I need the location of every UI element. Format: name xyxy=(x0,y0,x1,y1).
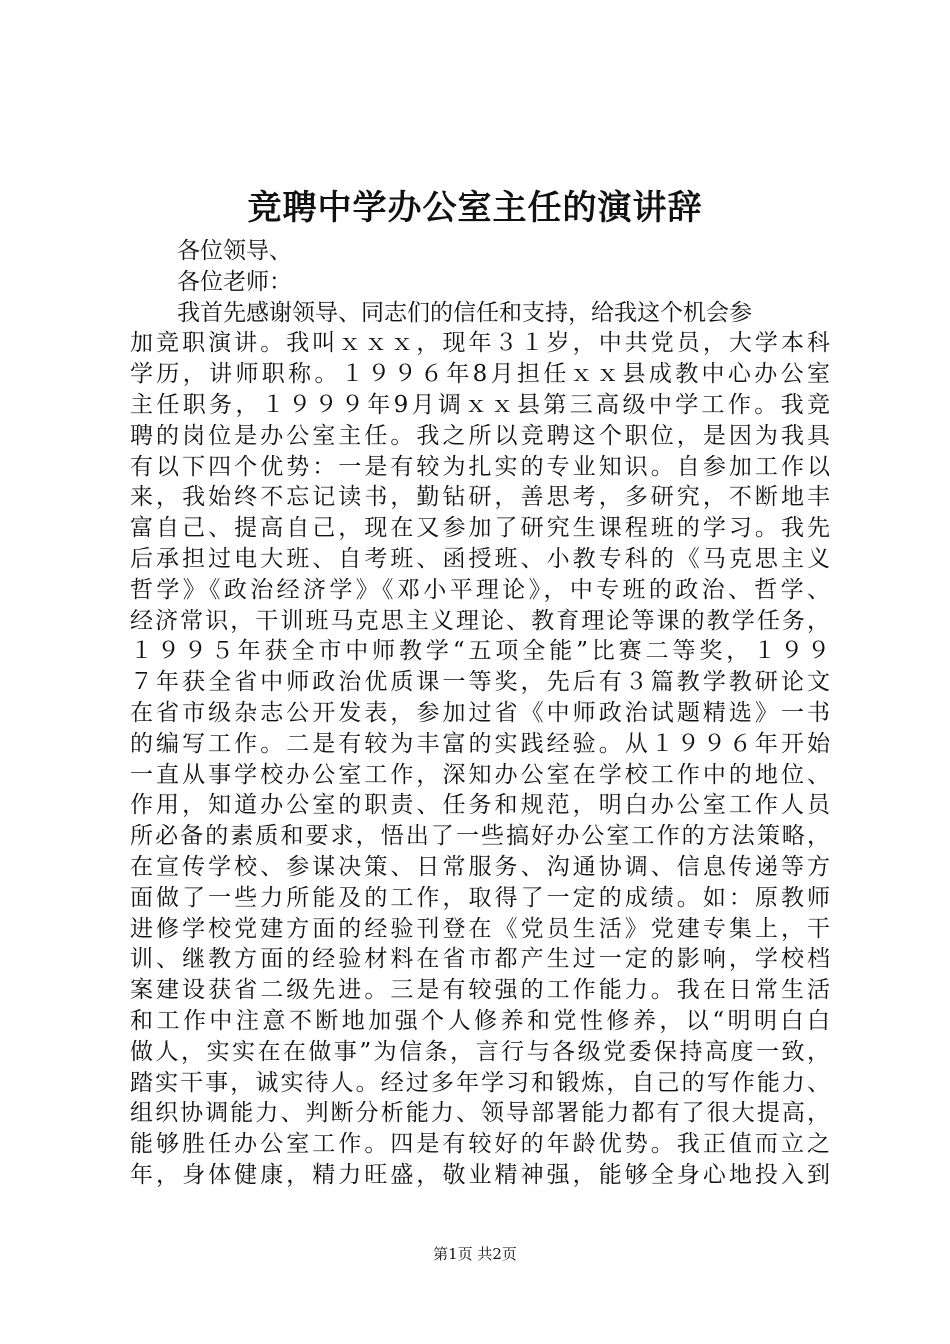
paragraph-line: 加竞职演讲。我叫ｘｘｘ，现年３１岁，中共党员，大学本科 xyxy=(130,330,830,357)
paragraph-line: 做人，实实在在做事”为信条，言行与各级党委保持高度一致， xyxy=(130,1038,830,1065)
paragraph-line: 学历，讲师职称。１９９６年8月担任ｘｘ县成教中心办公室 xyxy=(130,361,830,388)
salutation-line: 各位老师： xyxy=(177,268,292,295)
paragraph-line: 训、继教方面的经验材料在省市都产生过一定的影响，学校档 xyxy=(130,946,830,973)
paragraph-line: 哲学》《政治经济学》《邓小平理论》，中专班的政治、哲学、 xyxy=(130,576,830,603)
paragraph-line: 年，身体健康，精力旺盛，敬业精神强，能够全身心地投入到 xyxy=(130,1161,830,1188)
paragraph-line: 作用，知道办公室的职责、任务和规范，明白办公室工作人员 xyxy=(130,792,830,819)
paragraph-line: 组织协调能力、判断分析能力、领导部署能力都有了很大提高， xyxy=(130,1100,830,1127)
paragraph-line: 主任职务，１９９９年9月调ｘｘ县第三高级中学工作。我竞 xyxy=(130,391,830,418)
page-number-footer: 第1页 共2页 xyxy=(433,1245,517,1263)
paragraph-line: 进修学校党建方面的经验刊登在《党员生活》党建专集上，干 xyxy=(130,915,830,942)
page-title: 竞聘中学办公室主任的演讲辞 xyxy=(247,188,703,228)
paragraph-line: 一直从事学校办公室工作，深知办公室在学校工作中的地位、 xyxy=(130,761,830,788)
paragraph-line: 和工作中注意不断地加强个人修养和党性修养，以“明明白白 xyxy=(130,1007,830,1034)
paragraph-line: 富自己、提高自己，现在又参加了研究生课程班的学习。我先 xyxy=(130,515,830,542)
paragraph-line: 的编写工作。二是有较为丰富的实践经验。从１９９６年开始 xyxy=(130,730,830,757)
paragraph-line: 能够胜任办公室工作。四是有较好的年龄优势。我正值而立之 xyxy=(130,1131,830,1158)
paragraph-line: 聘的岗位是办公室主任。我之所以竞聘这个职位，是因为我具 xyxy=(130,422,830,449)
paragraph-line: 经济常识，干训班马克思主义理论、教育理论等课的教学任务， xyxy=(130,607,830,634)
paragraph-line: １９９５年获全市中师教学“五项全能”比赛二等奖，１９９ xyxy=(130,638,830,665)
paragraph-line: 有以下四个优势：一是有较为扎实的专业知识。自参加工作以 xyxy=(130,453,830,480)
paragraph-line: 所必备的素质和要求，悟出了一些搞好办公室工作的方法策略， xyxy=(130,823,830,850)
salutation-line: 各位领导、 xyxy=(177,238,292,264)
paragraph-line: 在宣传学校、参谋决策、日常服务、沟通协调、信息传递等方 xyxy=(130,853,830,880)
document-body xyxy=(130,236,830,1191)
paragraph-line: 面做了一些力所能及的工作，取得了一定的成绩。如：原教师 xyxy=(130,884,830,911)
paragraph-line: ７年获全省中师政治优质课一等奖，先后有３篇教学教研论文 xyxy=(130,669,830,696)
paragraph-first-line: 我首先感谢领导、同志们的信任和支持，给我这个机会参 xyxy=(177,299,752,326)
paragraph-line: 后承担过电大班、自考班、函授班、小教专科的《马克思主义 xyxy=(130,545,830,572)
paragraph-line: 案建设获省二级先进。三是有较强的工作能力。我在日常生活 xyxy=(130,977,830,1004)
paragraph-line: 在省市级杂志公开发表，参加过省《中师政治试题精选》一书 xyxy=(130,699,830,726)
paragraph-line: 踏实干事，诚实待人。经过多年学习和锻炼，自己的写作能力、 xyxy=(130,1069,830,1096)
paragraph-line: 来，我始终不忘记读书，勤钻研，善思考，多研究，不断地丰 xyxy=(130,484,830,511)
